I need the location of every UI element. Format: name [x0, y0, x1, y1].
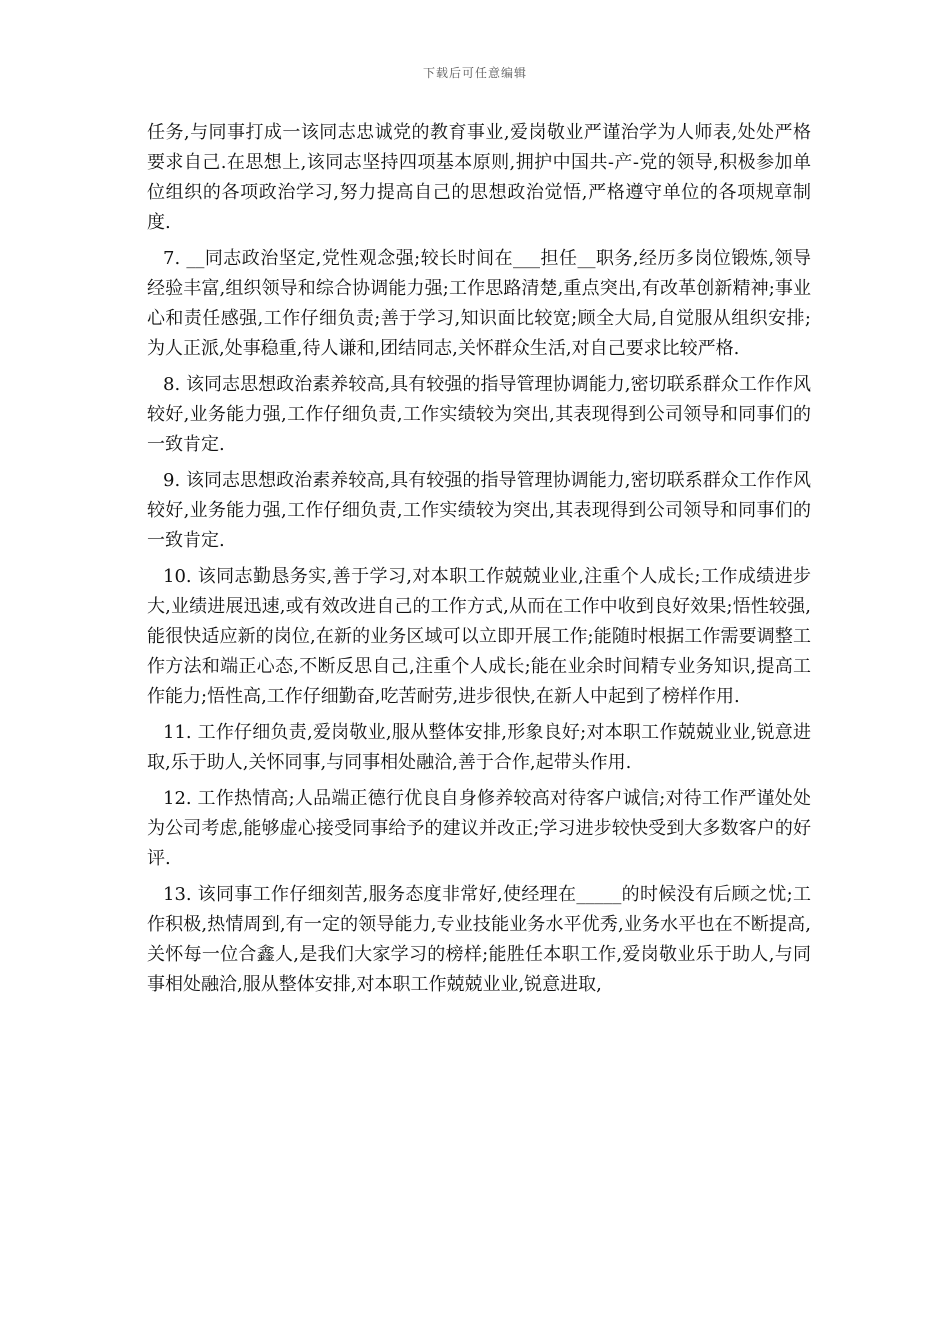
paragraph-item-9: 9. 该同志思想政治素养较高,具有较强的指导管理协调能力,密切联系群众工作作风较好,业务能力强,工作仔细负责,工作实绩较为突出,其表现得到公司领导和同事们的一致肯定. — [147, 470, 811, 551]
document-body — [147, 118, 811, 1006]
paragraph-item-13: 13. 该同事工作仔细刻苦,服务态度非常好,使经理在_____的时候没有后顾之忧;工作积极,热情周到,有一定的领导能力,专业技能业务水平优秀,业务水平也在不断提高,关怀每一位合鑫人,是我们大家学习的榜样;能胜任本职工作,爱岗敬业乐于助人,与同事相处融洽,服从整体安排,对本职工作兢兢业业,锐意进取, — [147, 884, 811, 995]
paragraph-item-11: 11. 工作仔细负责,爱岗敬业,服从整体安排,形象良好;对本职工作兢兢业业,锐意进取,乐于助人,关怀同事,与同事相处融洽,善于合作,起带头作用. — [147, 722, 811, 773]
paragraph-item-12: 12. 工作热情高;人品端正德行优良自身修养较高对待客户诚信;对待工作严谨处处为公司考虑,能够虚心接受同事给予的建议并改正;学习进步较快受到大多数客户的好评. — [147, 788, 811, 869]
paragraph-item-7: 7. __同志政治坚定,党性观念强;较长时间在___担任__职务,经历多岗位锻炼,领导经验丰富,组织领导和综合协调能力强;工作思路清楚,重点突出,有改革创新精神;事业心和责任感强,工作仔细负责;善于学习,知识面比较宽;顾全大局,自觉服从组织安排;为人正派,处事稳重,待人谦和,团结同志,关怀群众生活,对自己要求比较严格. — [147, 248, 811, 359]
paragraph-item-10: 10. 该同志勤恳务实,善于学习,对本职工作兢兢业业,注重个人成长;工作成绩进步大,业绩进展迅速,或有效改进自己的工作方式,从而在工作中收到良好效果;悟性较强,能很快适应新的岗位,在新的业务区域可以立即开展工作;能随时根据工作需要调整工作方法和端正心态,不断反思自己,注重个人成长;能在业余时间精专业务知识,提高工作能力;悟性高,工作仔细勤奋,吃苦耐劳,进步很快,在新人中起到了榜样作用. — [147, 566, 811, 707]
paragraph-continuation: 任务,与同事打成一该同志忠诚党的教育事业,爱岗敬业严谨治学为人师表,处处严格要求自己.在思想上,该同志坚持四项基本原则,拥护中国共-产-党的领导,积极参加单位组织的各项政治学习,努力提高自己的思想政治觉悟,严格遵守单位的各项规章制度. — [147, 122, 811, 233]
page-header: 下载后可任意编辑 — [422, 66, 527, 80]
paragraph-item-8: 8. 该同志思想政治素养较高,具有较强的指导管理协调能力,密切联系群众工作作风较好,业务能力强,工作仔细负责,工作实绩较为突出,其表现得到公司领导和同事们的一致肯定. — [147, 374, 811, 455]
